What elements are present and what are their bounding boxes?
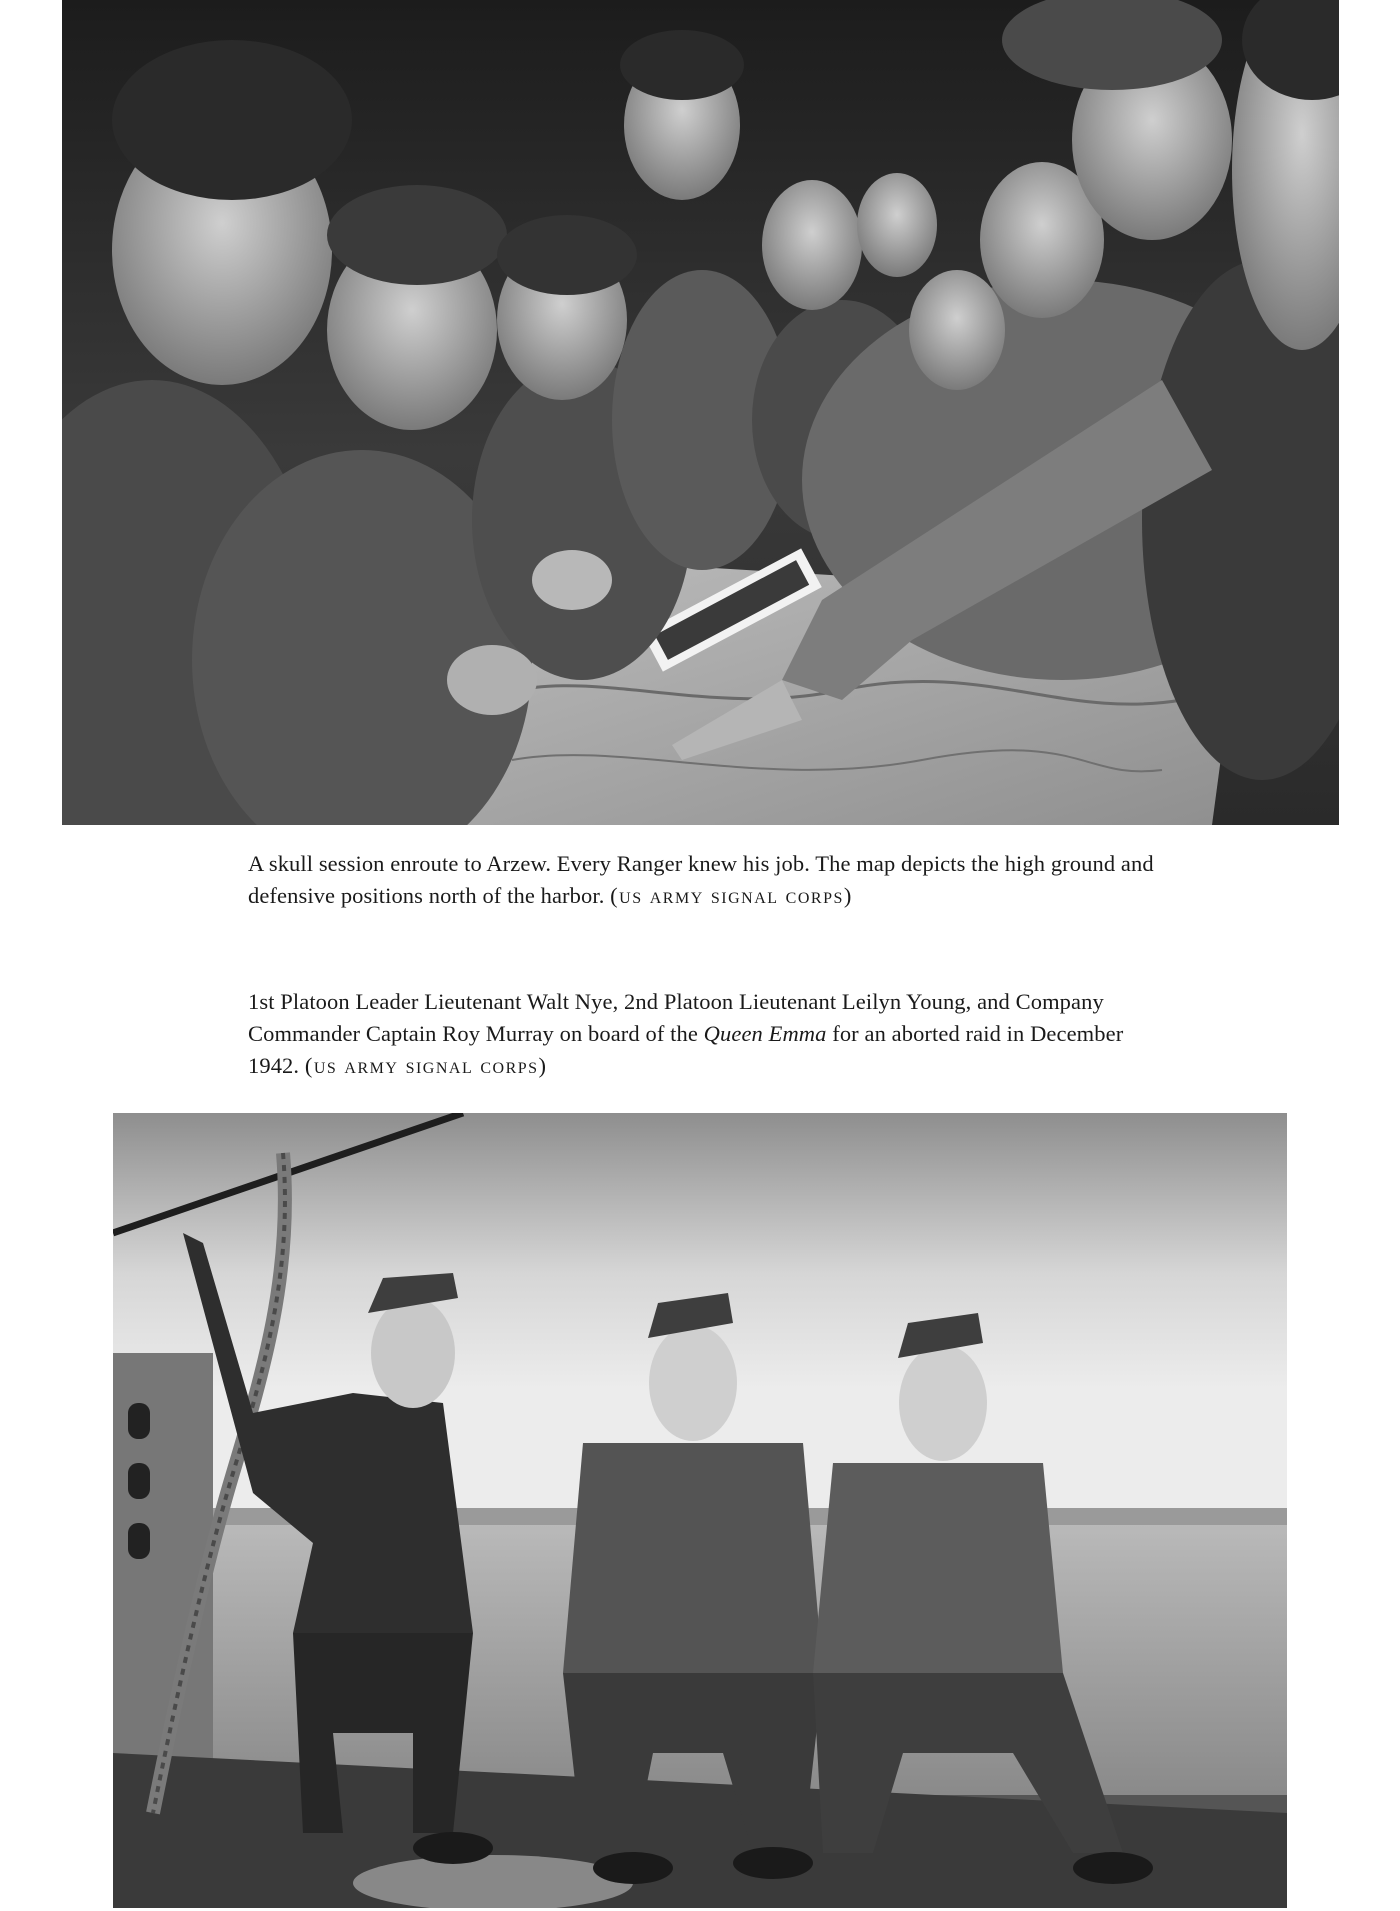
photo-three-officers (113, 1113, 1287, 1908)
photo-caption-briefing (248, 848, 1168, 912)
ship-name: Queen Emma (703, 1021, 827, 1046)
caption-text: A skull session enroute to Arzew. Every Ranger knew his job. The map depicts the high ground and defensive positions north of the harbor. (248, 851, 1154, 908)
photo-caption-officers (248, 986, 1168, 1082)
caption-text-after: for an aborted raid in December 1942. (248, 1021, 1124, 1078)
caption-text-before: 1st Platoon Leader Lieutenant Walt Nye, 2nd Platoon Lieutenant Leilyn Young, and Company Commander Captain Roy Murray on board of the (248, 989, 1104, 1046)
photo-credit: (us army signal corps) (304, 1053, 548, 1078)
photo-map-briefing-image (62, 0, 1339, 825)
photo-credit: (us army signal corps) (610, 883, 853, 908)
photo-three-officers-image (113, 1113, 1287, 1908)
photo-map-briefing (62, 0, 1339, 825)
